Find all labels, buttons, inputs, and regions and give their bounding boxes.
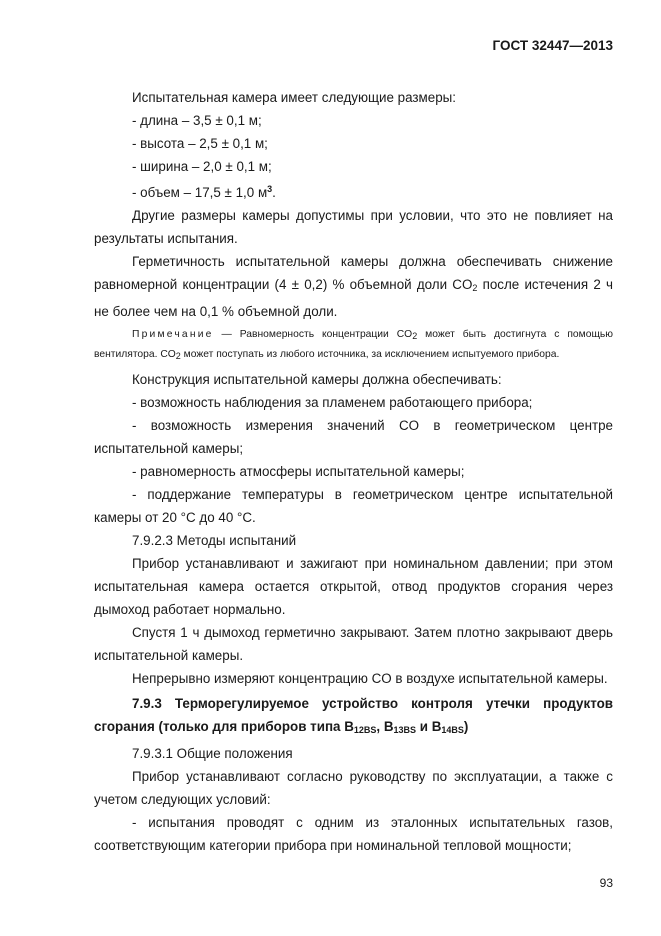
section-793-sep-2: и B — [416, 719, 442, 734]
general-heading: 7.9.3.1 Общие положения — [132, 746, 293, 761]
subscript: 2 — [472, 283, 478, 293]
tightness-text-end: после истечения 2 ч не более чем на 0,1 % объемной доли. — [94, 277, 613, 319]
superscript: 3 — [267, 184, 273, 194]
construction-item-2-cont: испытательной камеры; — [94, 441, 244, 456]
general-paragraph-1: Прибор устанавливают согласно руководству по эксплуатации, а также с учетом следующих условий: — [94, 769, 613, 807]
dim-height: - высота – 2,5 ± 0,1 м; — [132, 136, 268, 151]
section-793-end: ) — [463, 719, 469, 734]
page-content — [94, 86, 613, 857]
dim-volume-end: . — [272, 185, 276, 200]
dim-width: - ширина – 2,0 ± 0,1 м; — [132, 159, 272, 174]
section-793-heading — [94, 692, 613, 742]
construction-item-3: - равномерность атмосферы испытательной камеры; — [132, 464, 465, 479]
section-793-sep-1: , B — [376, 719, 394, 734]
section-793-text: 7.9.3 Терморегулируемое устройство контроля утечки продуктов сгорания (только для приборов типа B — [94, 696, 613, 734]
subscript: 2 — [175, 350, 181, 361]
subscript: 2 — [412, 331, 418, 341]
subscript: 14BS — [441, 725, 464, 735]
dim-length: - длина – 3,5 ± 0,1 м; — [132, 113, 262, 128]
note-paragraph — [94, 326, 613, 365]
methods-paragraph-1: Прибор устанавливают и зажигают при номинальном давлении; при этом испытательная камера остается открытой, отвод продуктов сгорания через дымоход работает нормально. — [94, 556, 613, 617]
page-number: 93 — [599, 876, 613, 890]
construction-item-4: - поддержание температуры в геометрическом центре испытательной — [132, 487, 613, 502]
subscript: 13BS — [393, 725, 417, 735]
construction-intro: Конструкция испытательной камеры должна обеспечивать: — [132, 372, 502, 387]
dims-intro: Испытательная камера имеет следующие размеры: — [132, 90, 456, 105]
other-sizes-paragraph: Другие размеры камеры допустимы при условии, что это не повлияет на результаты испытания. — [94, 208, 613, 246]
subscript: 12BS — [353, 725, 377, 735]
construction-item-2: - возможность измерения значений CO в геометрическом центре — [132, 418, 613, 433]
construction-item-4-cont: камеры от 20 °С до 40 °С. — [94, 510, 256, 525]
document-header: ГОСТ 32447—2013 — [492, 38, 613, 53]
dim-volume — [94, 178, 613, 204]
tightness-paragraph — [94, 250, 613, 323]
methods-paragraph-3: Непрерывно измеряют концентрацию CO в воздухе испытательной камеры. — [132, 671, 608, 686]
dim-volume-text: - объем – 17,5 ± 1,0 м — [132, 185, 268, 200]
note-text-1: — Равномерность концентрации CO — [213, 329, 413, 340]
general-paragraph-2: - испытания проводят с одним из эталонных испытательных газов, соответствующим категории прибора при номинальной тепловой мощности; — [94, 815, 613, 853]
construction-item-1: - возможность наблюдения за пламенем работающего прибора; — [132, 395, 533, 410]
note-text-3: может поступать из любого источника, за исключением испытуемого прибора. — [180, 348, 560, 360]
tightness-text: Герметичность испытательной камеры должна обеспечивать снижение равномерной концентрации (4 ± 0,2) % объемной доли CO — [94, 254, 613, 292]
note-label: Примечание — [132, 329, 214, 340]
methods-paragraph-2: Спустя 1 ч дымоход герметично закрывают. Затем плотно закрывают дверь испытательной камеры. — [94, 625, 613, 663]
methods-heading: 7.9.2.3 Методы испытаний — [132, 533, 297, 548]
note-text-2: может быть достигнута с помощью вентилятора. CO — [94, 329, 613, 360]
